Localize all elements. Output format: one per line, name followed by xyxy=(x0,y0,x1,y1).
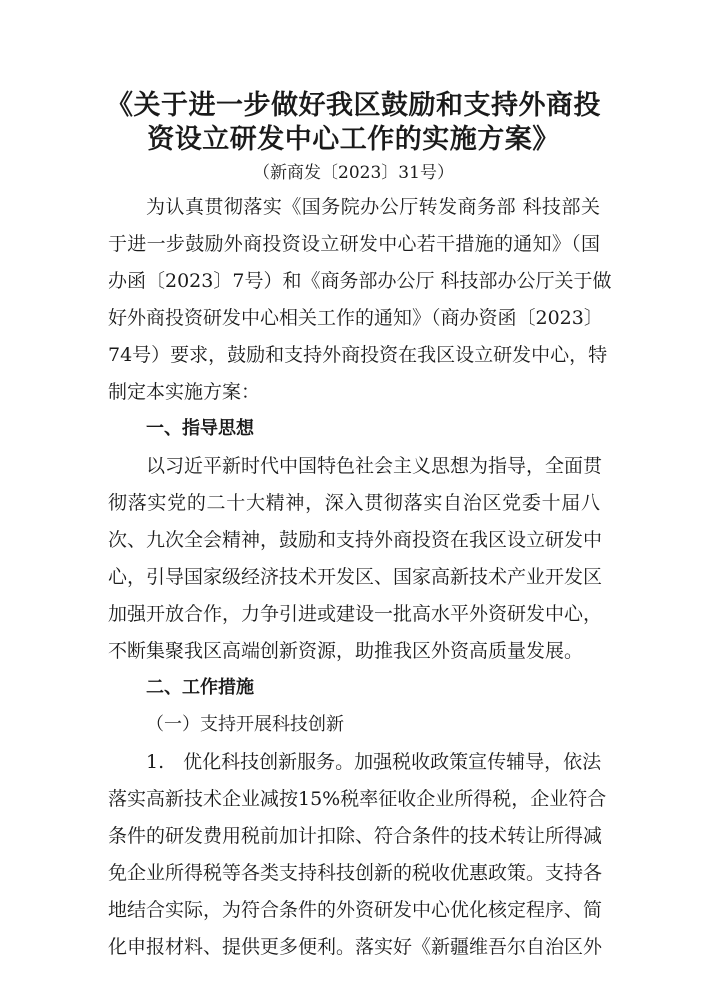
item1-line: 条件的研发费用税前加计扣除、符合条件的技术转让所得减 xyxy=(108,825,603,847)
intro-line: 于进一步鼓励外商投资设立研发中心若干措施的通知》（国 xyxy=(108,233,600,255)
item1-line: 化申报材料、提供更多便利。落实好《新疆维吾尔自治区外 xyxy=(108,936,603,958)
section1-line: 加强开放合作，力争引进或建设一批高水平外资研发中心， xyxy=(108,603,603,625)
document-number: （新商发〔2023〕31号） xyxy=(253,163,454,183)
section1-line: 彻落实党的二十大精神，深入贯彻落实自治区党委十届八 xyxy=(108,492,600,514)
intro-line: 好外商投资研发中心相关工作的通知》（商办资函〔2023〕 xyxy=(108,307,603,329)
item1-line: 地结合实际，为符合条件的外资研发中心优化核定程序、简 xyxy=(108,899,603,921)
section-heading-work-measures: 二、工作措施 xyxy=(146,677,254,698)
document-title-line-1: 《关于进一步做好我区鼓励和支持外商投 xyxy=(106,90,601,121)
intro-line: 制定本实施方案： xyxy=(108,381,261,403)
item1-line: 落实高新技术企业减按15%税率征收企业所得税，企业符合 xyxy=(108,788,607,810)
section1-line: 以习近平新时代中国特色社会主义思想为指导，全面贯 xyxy=(146,455,603,477)
item1-line: 1. 优化科技创新服务。加强税收政策宣传辅导，依法 xyxy=(146,751,602,773)
intro-line: 为认真贯彻落实《国务院办公厅转发商务部 科技部关 xyxy=(146,196,600,218)
section1-line: 心，引导国家级经济技术开发区、国家高新技术产业开发区 xyxy=(108,566,603,588)
document-title-line-2: 资设立研发中心工作的实施方案》 xyxy=(147,124,560,155)
section-heading-guiding-ideology: 一、指导思想 xyxy=(146,418,254,439)
subsection-heading-tech-innovation: （一）支持开展科技创新 xyxy=(146,714,344,735)
item1-line: 免企业所得税等各类支持科技创新的税收优惠政策。支持各 xyxy=(108,862,603,884)
intro-line: 74号）要求，鼓励和支持外商投资在我区设立研发中心，特 xyxy=(108,344,608,366)
intro-line: 办函〔2023〕7号）和《商务部办公厅 科技部办公厅关于做 xyxy=(108,270,612,292)
section1-line: 次、九次全会精神，鼓励和支持外商投资在我区设立研发中 xyxy=(108,529,603,551)
section1-line: 不断集聚我区高端创新资源，助推我区外资高质量发展。 xyxy=(108,640,584,662)
